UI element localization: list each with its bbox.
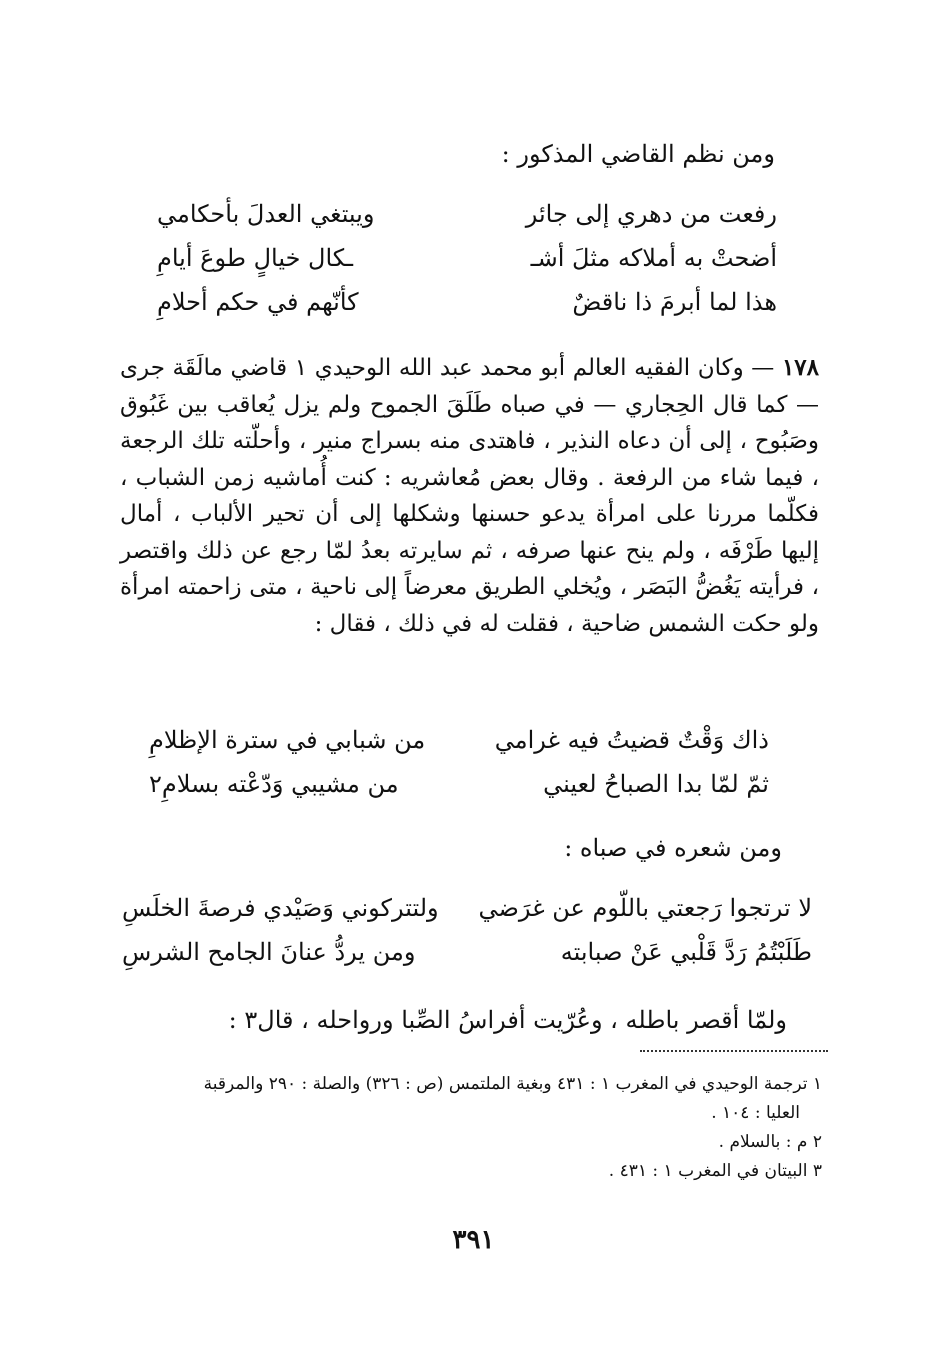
verse-hemistich-1: ذاك وَقْتٌ قضيتُ فيه غرامي [494, 726, 769, 754]
footnote-line: ٣ البيتان في المغرب ١ : ٤٣١ . [608, 1161, 822, 1181]
verse-hemistich-1: لا ترتجوا رَجعتي باللّوم عن غرَضي [478, 894, 812, 922]
intro-line-2: ومن شعره في صباه : [564, 834, 782, 862]
verse-hemistich-2: ولتتركوني وَصَيْدي فرصةَ الخلَسِ [122, 894, 439, 922]
verse-hemistich-1: هذا لما أبرمَ ذا ناقضٌ [572, 288, 777, 316]
verse-hemistich-2: كأنّهم في حكم أحلامِ [157, 288, 359, 316]
verse-hemistich-2: من مشيبي وَدّعْته بسلامِ٢ [149, 770, 399, 798]
intro-line-1: ومن نظم القاضي المذكور : [501, 140, 775, 168]
footnotes [132, 1070, 822, 1186]
verse-hemistich-1: طَلَبْتُمُ رَدَّ قَلْبي عَنْ صبابته [560, 938, 812, 966]
verse-hemistich-2: ومن يردُّ عنانَ الجامح الشرسِ [122, 938, 416, 966]
footnote-line: ١ ترجمة الوحيدي في المغرب ١ : ٤٣١ وبغية الملتمس (ص : ٣٢٦) والصلة : ٢٩٠ والمرقبة [203, 1074, 822, 1094]
paragraph-text: — وكان الفقيه العالم أبو محمد عبد الله الوحيدي ١ قاضي مالَقَة جرى — كما قال الحِجاري — في صباه طَلَقَ الجموح ولم يزل يُعاقب بين غَبُوق وصَبُوح ، إلى أن دعاه النذير ، فاهتدى منه بسراج منير ، وأحلّته تلك الرجعة ، فيما شاء من الرفعة . وقال بعض مُعاشريه : كنت أُماشيه زمن الشباب ، فكلّما مررنا على امرأة يدعو حسنها وشكلها إلى أن تحير الألباب ، أمال إليها طَرْفَه ، ولم ينح عنها صرفه ، ثم سايرته بعدُ لمّا رجع عن ذلك واقتصر ، فرأيته يَغُضُّ البَصَر ، ويُخلي الطريق معرضاً إلى ناحية ، متى زاحمته امرأة ولو حكت الشمس ضاحية ، فقلت له في ذلك ، فقال : [120, 355, 819, 637]
verse-line [149, 762, 769, 806]
verse-hemistich-1: ثمّ لمّا بدا الصباحُ لعيني [543, 770, 769, 798]
verse-line [157, 280, 777, 324]
poem-2 [149, 718, 769, 806]
poem-1 [157, 192, 777, 324]
verse-hemistich-2: ـكال خيالٍ طوعَ أيامِ [157, 244, 354, 272]
poem-3 [122, 886, 812, 974]
verse-hemistich-2: ويبتغي العدلَ بأحكامي [157, 200, 375, 228]
verse-line [149, 718, 769, 762]
verse-hemistich-1: رفعت من دهري إلى جائر [525, 200, 777, 228]
verse-line [157, 192, 777, 236]
intro-line-3: ولمّا أقصر باطله ، وعُرّيت أفراسُ الصِّبا ورواحله ، قال٣ : [228, 1006, 787, 1034]
footnote-line: العليا : ١٠٤ . [711, 1103, 800, 1123]
verse-hemistich-2: من شبابي في سترة الإظلامِ [149, 726, 426, 754]
verse-line [157, 236, 777, 280]
page-number: ٣٩١ [452, 1225, 495, 1255]
verse-line [122, 930, 812, 974]
verse-hemistich-1: أضحتْ به أملاكه مثلَ أشـ [530, 244, 777, 272]
main-paragraph [120, 350, 819, 642]
footnote-separator [640, 1050, 828, 1052]
section-number: ١٧٨ [781, 354, 820, 381]
footnote-line: ٢ م : بالسلام . [718, 1132, 822, 1152]
verse-line [122, 886, 812, 930]
